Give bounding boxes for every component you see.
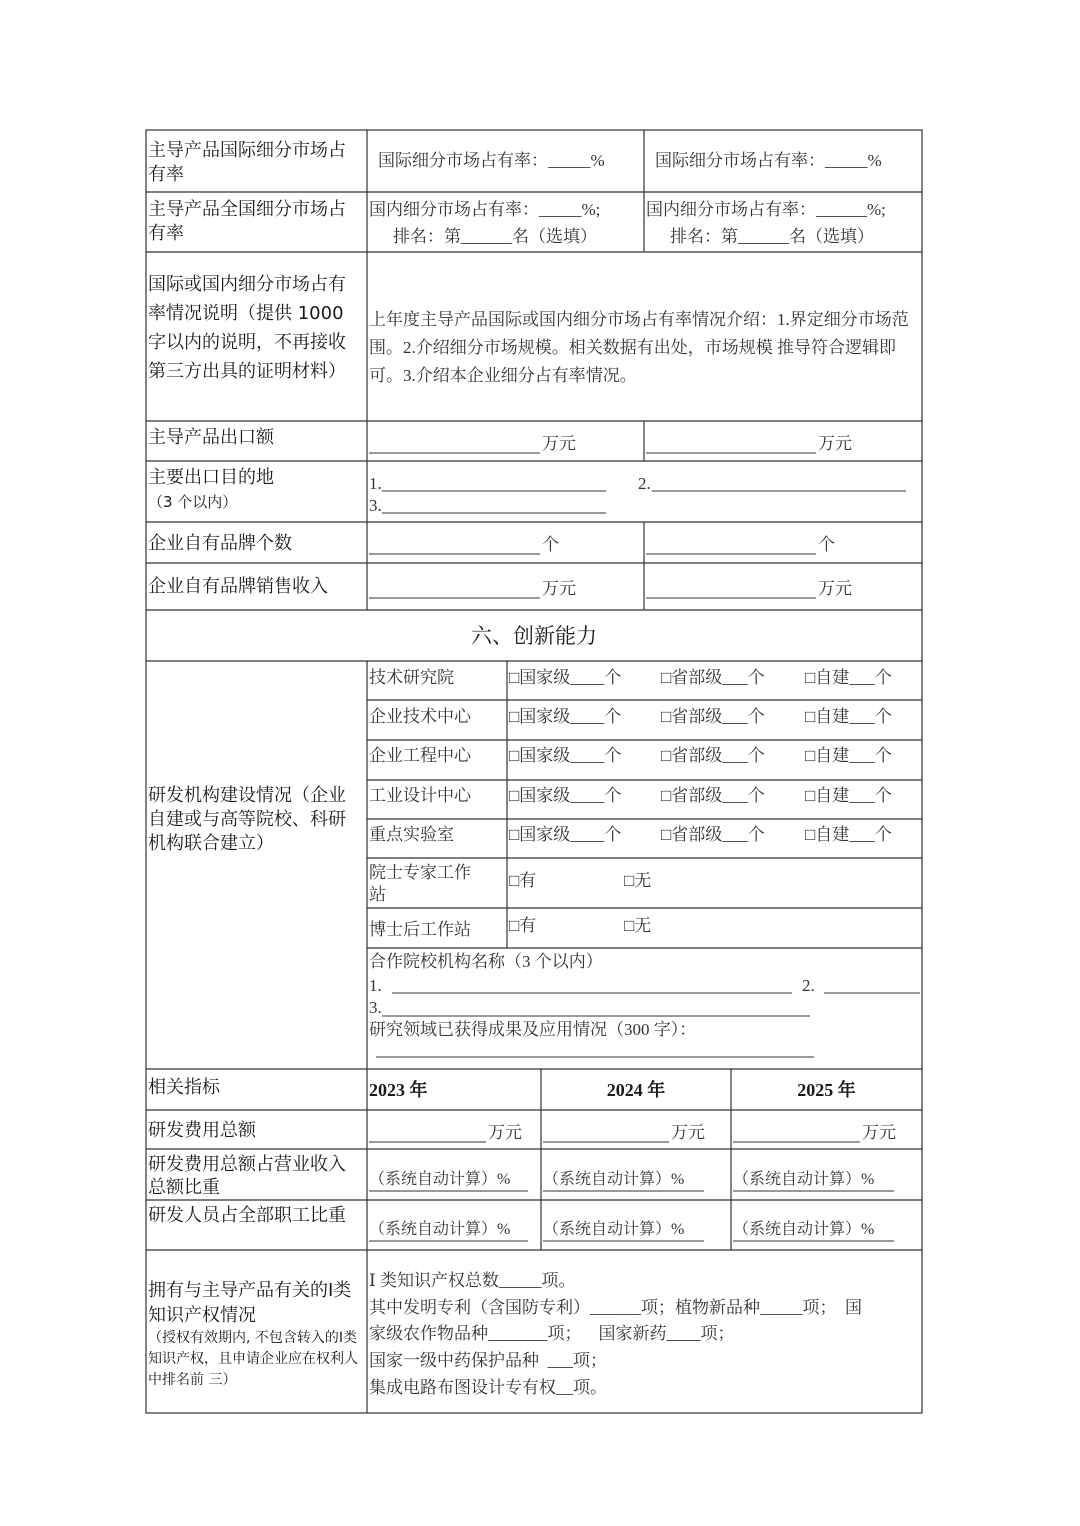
intl-share-2025[interactable]: 国际细分市场占有率：_____%	[655, 151, 882, 170]
domestic-share-label: 主导产品全国细分市场占有率	[148, 199, 346, 244]
inst-engineering-center: 企业工程中心	[369, 746, 471, 765]
innovation-section-title: 六、创新能力	[471, 624, 597, 648]
cooperation-item-3[interactable]: 3.	[369, 998, 382, 1017]
rd-institutions-label: 研发机构建设情况（企业自建或与高等院校、科研机构联合建立）	[148, 785, 346, 854]
export-amount-label: 主导产品出口额	[148, 427, 274, 448]
destination-3[interactable]: 3.	[369, 496, 382, 515]
national-level-checkbox[interactable]: □国家级____个	[509, 668, 622, 687]
rd-cost-label: 研发费用总额	[148, 1120, 256, 1141]
cooperation-item-1[interactable]: 1.	[369, 976, 382, 995]
rd-staff-2025: （系统自动计算）%	[733, 1221, 875, 1238]
brand-sales-label: 企业自有品牌销售收入	[148, 576, 328, 597]
rd-cost-unit-2023[interactable]: 万元	[488, 1123, 522, 1142]
export-destinations-label: 主要出口目的地	[148, 467, 274, 488]
ip-tcm-varieties[interactable]: 国家一级中药保护品种 ___项；	[369, 1351, 607, 1370]
rd-staff-label: 研发人员占全部职工比重	[148, 1205, 346, 1226]
national-level-checkbox[interactable]: □国家级____个	[509, 746, 622, 765]
self-built-checkbox[interactable]: □自建___个	[805, 707, 892, 726]
brand-sales-unit-2025[interactable]: 万元	[818, 579, 852, 598]
ip-ic-layout[interactable]: 集成电路布图设计专有权__项。	[369, 1378, 607, 1397]
own-brands-unit-2024[interactable]: 个	[542, 535, 559, 554]
self-built-checkbox[interactable]: □自建___个	[805, 825, 892, 844]
provincial-level-checkbox[interactable]: □省部级___个	[661, 668, 765, 687]
domestic-share-2024[interactable]: 国内细分市场占有率：_____%;	[369, 200, 601, 219]
academician-yes-checkbox[interactable]: □有	[509, 871, 537, 890]
domestic-rank-2024[interactable]: 排名：第______名（选填）	[393, 227, 597, 246]
provincial-level-checkbox[interactable]: □省部级___个	[661, 786, 765, 805]
destination-2[interactable]: 2.	[638, 474, 651, 493]
national-level-checkbox[interactable]: □国家级____个	[509, 825, 622, 844]
domestic-rank-2025[interactable]: 排名：第______名（选填）	[670, 227, 874, 246]
year-2024-header: 2024 年	[606, 1080, 666, 1100]
export-destinations-note: （3 个以内）	[148, 493, 238, 511]
rd-staff-2023: （系统自动计算）%	[369, 1221, 511, 1238]
national-level-checkbox[interactable]: □国家级____个	[509, 707, 622, 726]
rd-cost-unit-2025[interactable]: 万元	[862, 1123, 896, 1142]
rd-cost-unit-2024[interactable]: 万元	[671, 1123, 705, 1142]
postdoc-no-checkbox[interactable]: □无	[624, 916, 652, 935]
postdoc-station-label: 博士后工作站	[369, 920, 471, 939]
self-built-checkbox[interactable]: □自建___个	[805, 786, 892, 805]
export-amount-unit-2025[interactable]: 万元	[818, 434, 852, 453]
brand-sales-unit-2024[interactable]: 万元	[542, 579, 576, 598]
postdoc-yes-checkbox[interactable]: □有	[509, 916, 537, 935]
rd-ratio-2024: （系统自动计算）%	[543, 1171, 685, 1188]
rd-staff-2024: （系统自动计算）%	[543, 1221, 685, 1238]
inst-design-center: 工业设计中心	[369, 786, 471, 805]
research-results-label[interactable]: 研究领域已获得成果及应用情况（300 字）：	[369, 1020, 697, 1039]
destination-1[interactable]: 1.	[369, 474, 382, 493]
export-amount-unit-2024[interactable]: 万元	[542, 434, 576, 453]
intl-share-2024[interactable]: 国际细分市场占有率：_____%	[378, 151, 605, 170]
ip-crops-drugs[interactable]: 家级农作物品种_______项； 国家新药____项；	[369, 1324, 735, 1343]
year-2025-header: 2025 年	[797, 1080, 856, 1100]
inst-tech-institute: 技术研究院	[369, 668, 454, 687]
provincial-level-checkbox[interactable]: □省部级___个	[661, 746, 765, 765]
ip-label: 拥有与主导产品有关的Ⅰ类知识产权情况	[148, 1280, 352, 1326]
provincial-level-checkbox[interactable]: □省部级___个	[661, 707, 765, 726]
indicators-label: 相关指标	[148, 1077, 220, 1098]
self-built-checkbox[interactable]: □自建___个	[805, 668, 892, 687]
academician-station-label: 院士专家工作站	[369, 863, 471, 904]
ip-note: （授权有效期内, 不包含转入的Ⅰ类知识产权，且申请企业应在权利人中排名前 三）	[148, 1330, 358, 1388]
rd-ratio-label: 研发费用总额占营业收入总额比重	[148, 1154, 346, 1198]
inst-tech-center: 企业技术中心	[369, 707, 471, 726]
cooperation-title: 合作院校机构名称（3 个以内）	[369, 952, 603, 971]
self-built-checkbox[interactable]: □自建___个	[805, 746, 892, 765]
share-explanation-label: 国际或国内细分市场占有率情况说明（提供 1000 字以内的说明，不再接收第三方出具的证明材料）	[148, 274, 346, 382]
inst-key-lab: 重点实验室	[369, 825, 454, 844]
academician-no-checkbox[interactable]: □无	[624, 871, 652, 890]
own-brands-unit-2025[interactable]: 个	[818, 535, 835, 554]
rd-ratio-2025: （系统自动计算）%	[733, 1171, 875, 1188]
ip-total[interactable]: Ⅰ 类知识产权总数_____项。	[369, 1271, 576, 1290]
share-explanation-text[interactable]: 上年度主导产品国际或国内细分市场占有率情况介绍：1.界定细分市场范围。2.介绍细分市场规模。相关数据有出处，市场规模 推导符合逻辑即可。3.介绍本企业细分占有率情况。	[369, 310, 909, 385]
intl-share-label: 主导产品国际细分市场占有率	[148, 140, 346, 185]
own-brands-label: 企业自有品牌个数	[148, 533, 292, 554]
provincial-level-checkbox[interactable]: □省部级___个	[661, 825, 765, 844]
national-level-checkbox[interactable]: □国家级____个	[509, 786, 622, 805]
year-2023-header: 2023 年	[369, 1080, 428, 1100]
ip-patents-plants[interactable]: 其中发明专利（含国防专利）______项；植物新品种_____项； 国	[369, 1298, 862, 1317]
cooperation-item-2[interactable]: 2.	[802, 976, 815, 995]
domestic-share-2025[interactable]: 国内细分市场占有率：______%;	[646, 200, 886, 219]
rd-ratio-2023: （系统自动计算）%	[369, 1171, 511, 1188]
